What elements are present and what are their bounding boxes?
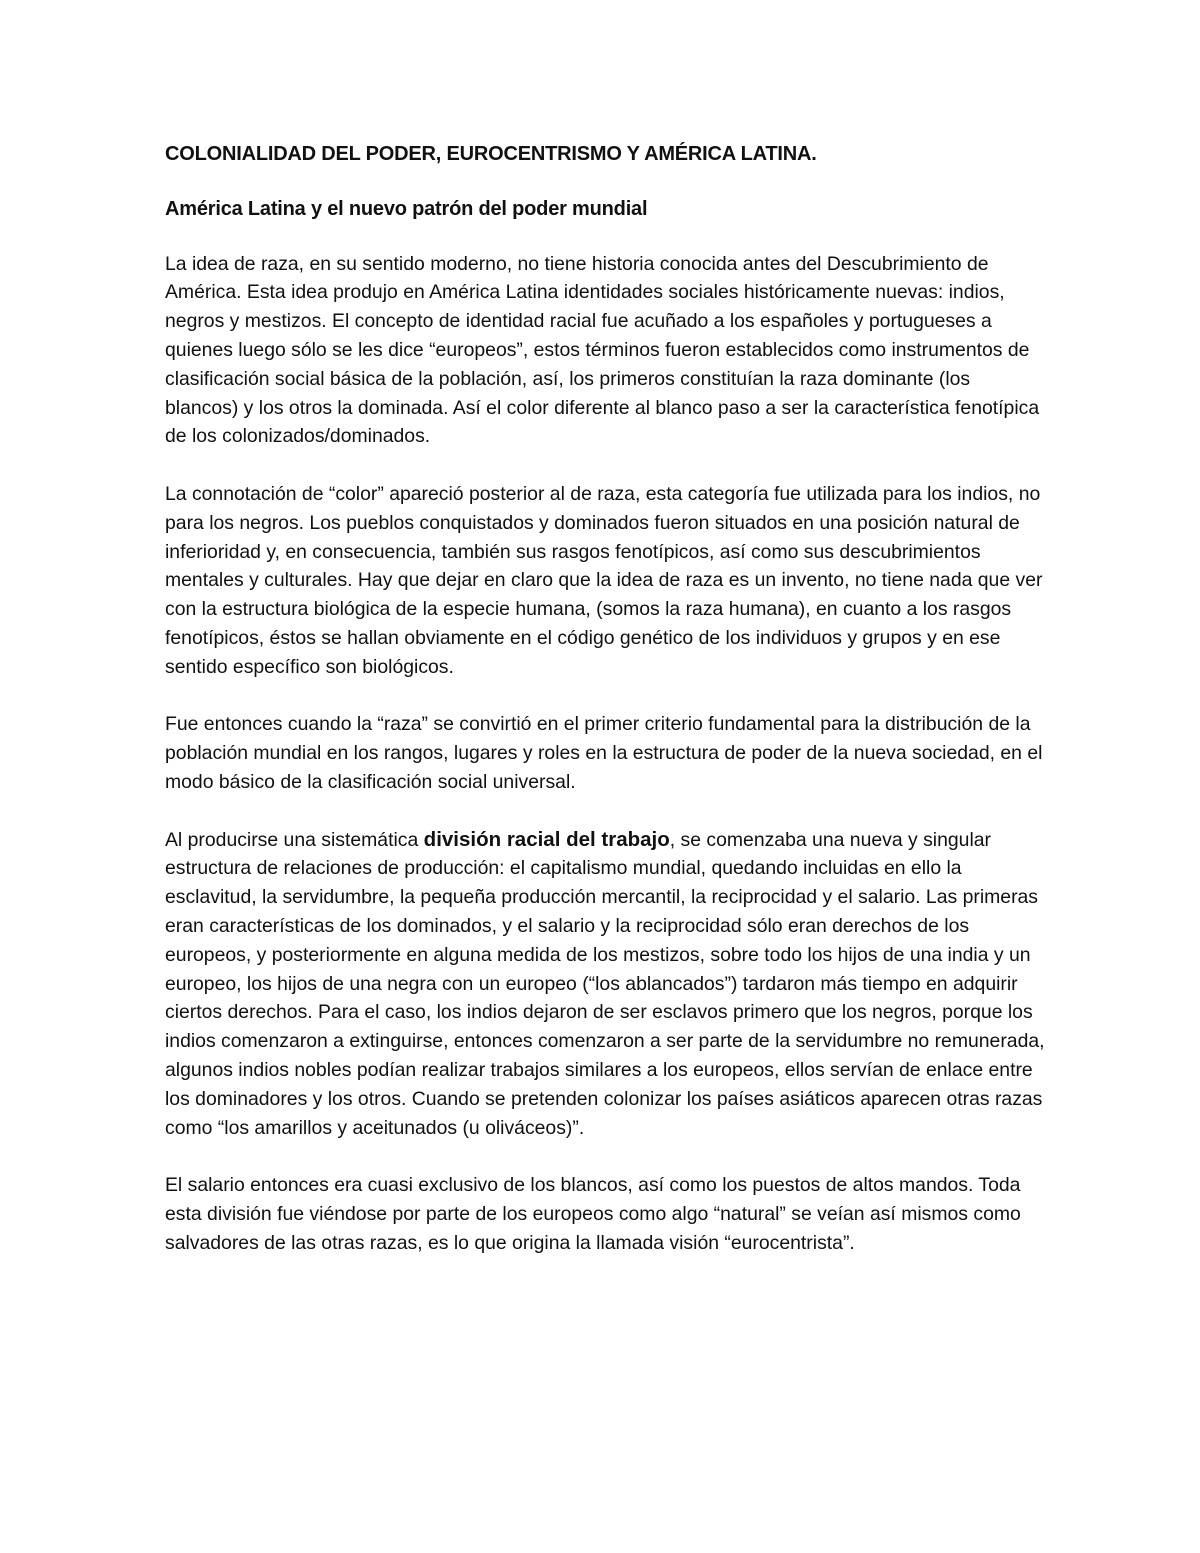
paragraph-3: Fue entonces cuando la “raza” se convirtió en el primer criterio fundamental para la distribución de la población mundial en los rangos, lugares y roles en la estructura de poder de la nueva sociedad, en el modo básico de la clasificación social universal. [165, 713, 1043, 793]
paragraph-4-rest: , se comenzaba una nueva y singular estructura de relaciones de producción: el capitalismo mundial, quedando incluidas en ello la esclavitud, la servidumbre, la pequeña producción mercantil, la reciprocidad y el salario. Las primeras eran características de los dominados, y el salario y la reciprocidad sólo eran derechos de los europeos, y posteriormente en alguna medida de los mestizos, sobre todo los hijos de una india y un europeo, los hijos de una negra con un europeo (“los ablancados”) tardaron más tiempo en adquirir ciertos derechos. Para el caso, los indios dejaron de ser esclavos primero que los negros, porque los indios comenzaron a extinguirse, entonces comenzaron a ser parte de la servidumbre no remunerada, algunos indios nobles podían realizar trabajos similares a los europeos, ellos servían de enlace entre los dominadores y los otros. Cuando se pretenden colonizar los países asiáticos aparecen otras razas como “los amarillos y aceitunados (u oliváceos)”. [165, 828, 1045, 1139]
paragraph-4-emphasis: división racial del trabajo [423, 827, 670, 851]
paragraph-2: La connotación de “color” apareció posterior al de raza, esta categoría fue utilizada para los indios, no para los negros. Los pueblos conquistados y dominados fueron situados en una posición natural de inferioridad y, en consecuencia, también sus rasgos fenotípicos, así como sus descubrimientos mentales y culturales. Hay que dejar en claro que la idea de raza es un invento, no tiene nada que ver con la estructura biológica de la especie humana, (somos la raza humana), en cuanto a los rasgos fenotípicos, éstos se hallan obviamente en el código genético de los individuos y grupos y en ese sentido específico son biológicos. [165, 482, 1043, 678]
paragraph-4-intro: Al producirse una sistemática [165, 828, 424, 851]
document-title: COLONIALIDAD DEL PODER, EUROCENTRISMO Y AMÉRICA LATINA. [165, 143, 817, 165]
paragraph-5: El salario entonces era cuasi exclusivo de los blancos, así como los puestos de altos mandos. Toda esta división fue viéndose por parte de los europeos como algo “natural” se veían así mismos como salvadores de las otras razas, es lo que origina la llamada visión “eurocentrista”. [165, 1174, 1021, 1254]
paragraph-1: La idea de raza, en su sentido moderno, no tiene historia conocida antes del Descubrimiento de América. Esta idea produjo en América Latina identidades sociales históricamente nuevas: indios, negros y mestizos. El concepto de identidad racial fue acuñado a los españoles y portugueses a quienes luego sólo se les dice “europeos”, estos términos fueron establecidos como instrumentos de clasificación social básica de la población, así, los primeros constituían la raza dominante (los blancos) y los otros la dominada. Así el color diferente al blanco paso a ser la característica fenotípica de los colonizados/dominados. [165, 252, 1040, 448]
section-heading: América Latina y el nuevo patrón del poder mundial [165, 197, 648, 220]
paragraph-4 [165, 826, 1045, 1143]
document-body [165, 140, 1045, 1257]
